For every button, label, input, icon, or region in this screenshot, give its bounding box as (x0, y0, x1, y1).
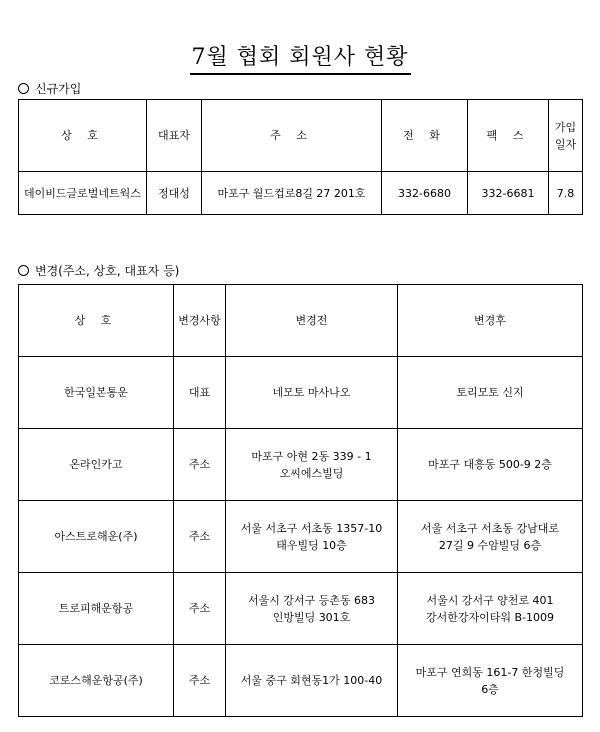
cell-item: 대표 (174, 357, 226, 429)
header-fax: 팩 스 (468, 100, 549, 172)
cell-item: 주소 (174, 429, 226, 501)
circle-bullet-icon (18, 265, 29, 276)
table-header-row (19, 100, 583, 172)
header-after: 변경후 (398, 285, 583, 357)
cell-before: 서울 중구 회현동1가 100-40 (226, 645, 398, 717)
cell-date: 7.8 (549, 172, 583, 215)
table-row (19, 501, 583, 573)
cell-rep: 정대성 (147, 172, 202, 215)
header-item: 변경사항 (174, 285, 226, 357)
header-before: 변경전 (226, 285, 398, 357)
cell-after: 마포구 연희동 161-7 한청빌딩 6층 (398, 645, 583, 717)
table-row (19, 357, 583, 429)
cell-after: 서울 서초구 서초동 강남대로 27길 9 수암빌딩 6층 (398, 501, 583, 573)
section-new-members-text: 신규가입 (35, 82, 82, 96)
cell-name: 트로피해운항공 (19, 573, 174, 645)
cell-name: 아스트로해운(주) (19, 501, 174, 573)
section-new-members-label (18, 80, 81, 97)
cell-item: 주소 (174, 645, 226, 717)
cell-before: 네모토 마사나오 (226, 357, 398, 429)
section-changes-label (18, 262, 179, 279)
cell-after: 토리모토 신지 (398, 357, 583, 429)
table-row (19, 645, 583, 717)
header-phone: 전 화 (382, 100, 468, 172)
table-row (19, 172, 583, 215)
header-address: 주 소 (202, 100, 382, 172)
section-changes-text: 변경(주소, 상호, 대표자 등) (35, 264, 180, 278)
circle-bullet-icon (18, 83, 29, 94)
cell-before: 서울 서초구 서초동 1357-10 태우빌딩 10층 (226, 501, 398, 573)
header-rep: 대표자 (147, 100, 202, 172)
cell-after: 마포구 대흥동 500-9 2층 (398, 429, 583, 501)
cell-item: 주소 (174, 501, 226, 573)
new-members-table (18, 99, 583, 215)
page-title-text: 7월 협회 회원사 현황 (190, 45, 411, 75)
table-header-row (19, 285, 583, 357)
page-title (0, 40, 600, 71)
cell-name: 데이비드글로벌네트웍스 (19, 172, 147, 215)
cell-before: 마포구 아현 2동 339 - 1 오씨에스빌딩 (226, 429, 398, 501)
cell-item: 주소 (174, 573, 226, 645)
cell-name: 온라인카고 (19, 429, 174, 501)
header-name: 상 호 (19, 100, 147, 172)
cell-after: 서울시 강서구 양천로 401 강서한강자이타워 B-1009 (398, 573, 583, 645)
cell-fax: 332-6681 (468, 172, 549, 215)
table-row (19, 573, 583, 645)
cell-address: 마포구 월드컵로8길 27 201호 (202, 172, 382, 215)
cell-name: 코로스해운항공(주) (19, 645, 174, 717)
cell-before: 서울시 강서구 등촌동 683 인방빌딩 301호 (226, 573, 398, 645)
header-date: 가입 일자 (549, 100, 583, 172)
changes-table (18, 284, 583, 717)
table-row (19, 429, 583, 501)
cell-name: 한국일본통운 (19, 357, 174, 429)
cell-phone: 332-6680 (382, 172, 468, 215)
header-name: 상 호 (19, 285, 174, 357)
